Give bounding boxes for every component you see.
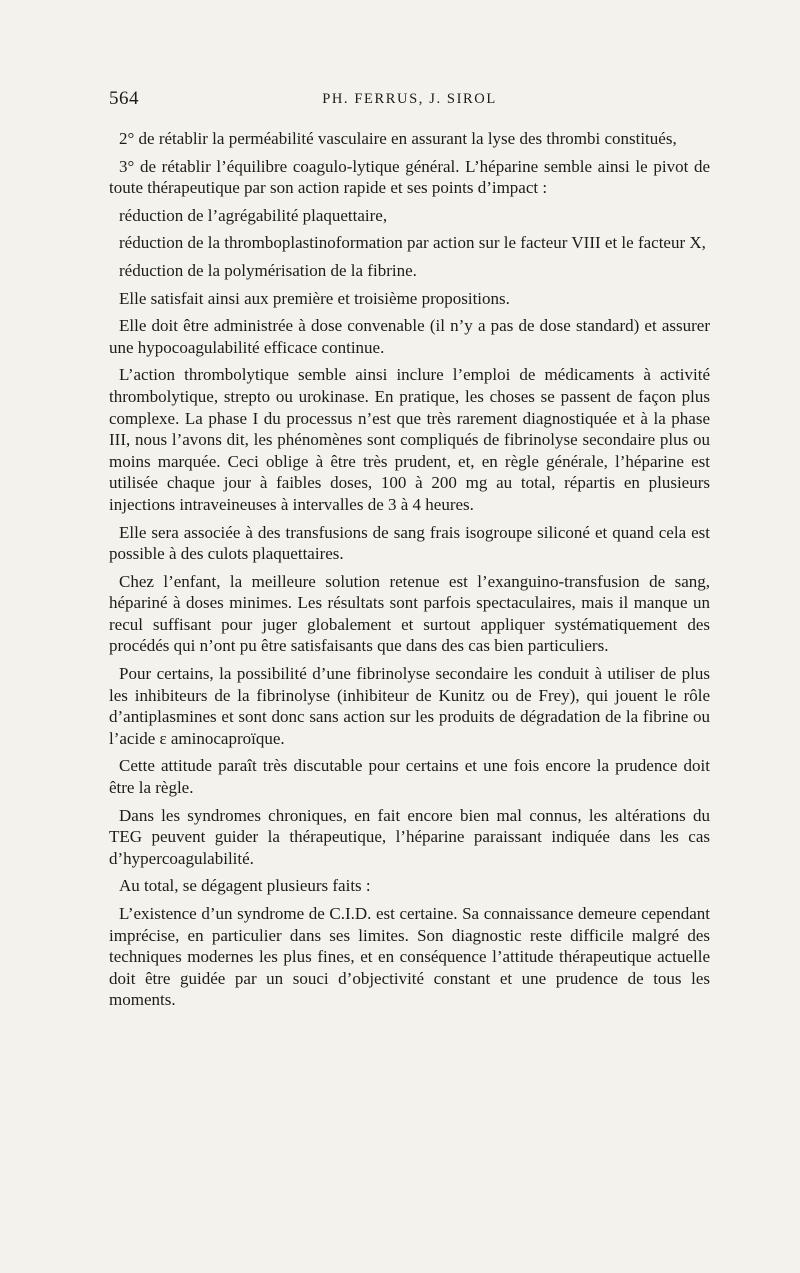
- header-authors: PH. FERRUS, J. SIROL: [322, 91, 497, 107]
- paragraph: Dans les syndromes chroniques, en fait encore bien mal connus, les altérations du TEG peuvent guider la thérapeutique, l’héparine paraissant indiquée dans les cas d’hypercoagulabilité.: [109, 805, 710, 868]
- list-item-reduction-polymerisation: réduction de la polymérisation de la fibrine.: [119, 260, 417, 280]
- paragraph: Elle satisfait ainsi aux première et troisième propositions.: [119, 288, 510, 308]
- paragraph: Elle sera associée à des transfusions de sang frais isogroupe siliconé et quand cela est possible à des culots plaquettaires.: [109, 522, 710, 564]
- paragraph: Pour certains, la possibilité d’une fibrinolyse secondaire les conduit à utiliser de plus les inhibiteurs de la fibrinolyse (inhibiteur de Kunitz ou de Frey), qui jouent le rôle d’antiplasmines et sont donc sans action sur les produits de dégradation de la fibrine ou l’acide ε aminocaproïque.: [109, 664, 710, 748]
- body-text: [109, 128, 710, 1017]
- paragraph-conclusion: L’existence d’un syndrome de C.I.D. est certaine. Sa connaissance demeure cependant imprécise, en particulier dans ses limites. Son diagnostic reste difficile malgré des techniques modernes les plus fines, et en conséquence l’attitude thérapeutique actuelle doit être guidée par un souci d’objectivité constant et une prudence de tous les moments.: [109, 904, 710, 1010]
- paragraph: Chez l’enfant, la meilleure solution retenue est l’exanguino-transfusion de sang, hépariné à doses minimes. Les résultats sont parfois spectaculaires, mais il manque un recul suffisant pour juger globalement et surtout appliquer systématiquement des procédés qui n’ont pu être satisfaisants que dans des cas bien particuliers.: [109, 571, 710, 656]
- paragraph: Elle doit être administrée à dose convenable (il n’y a pas de dose standard) et assurer une hypocoagulabilité efficace continue.: [109, 316, 710, 357]
- list-item-reduction-thromboplastin: réduction de la thromboplastinoformation par action sur le facteur VIII et le facteur X,: [119, 233, 706, 253]
- paragraph-item-2: 2° de rétablir la perméabilité vasculaire en assurant la lyse des thrombi constitués,: [119, 129, 677, 148]
- page-number: 564: [109, 88, 139, 109]
- paragraph: Au total, se dégagent plusieurs faits :: [119, 876, 371, 896]
- paragraph: L’action thrombolytique semble ainsi inclure l’emploi de médicaments à activité thrombolytique, strepto ou urokinase. En pratique, les choses se passent de façon plus complexe. La phase I du processus n’est que très rarement diagnostiquée et à la phase III, nous l’avons dit, les phénomènes sont compliqués de fibrinolyse secondaire plus ou moins marquée. Ceci oblige à être très prudent, et, en règle générale, l’héparine est utilisée chaque jour à faibles doses, 100 à 200 mg au total, répartis en plusieurs injections intraveineuses à intervalles de 3 à 4 heures.: [109, 365, 710, 514]
- paragraph: Cette attitude paraît très discutable pour certains et une fois encore la prudence doit être la règle.: [109, 756, 710, 798]
- paragraph-item-3: 3° de rétablir l’équilibre coagulo-lytique général. L’héparine semble ainsi le pivot de toute thérapeutique par son action rapide et ses points d’impact :: [109, 156, 710, 198]
- list-item-reduction-aggregability: réduction de l’agrégabilité plaquettaire,: [119, 205, 388, 225]
- running-head: [109, 88, 710, 112]
